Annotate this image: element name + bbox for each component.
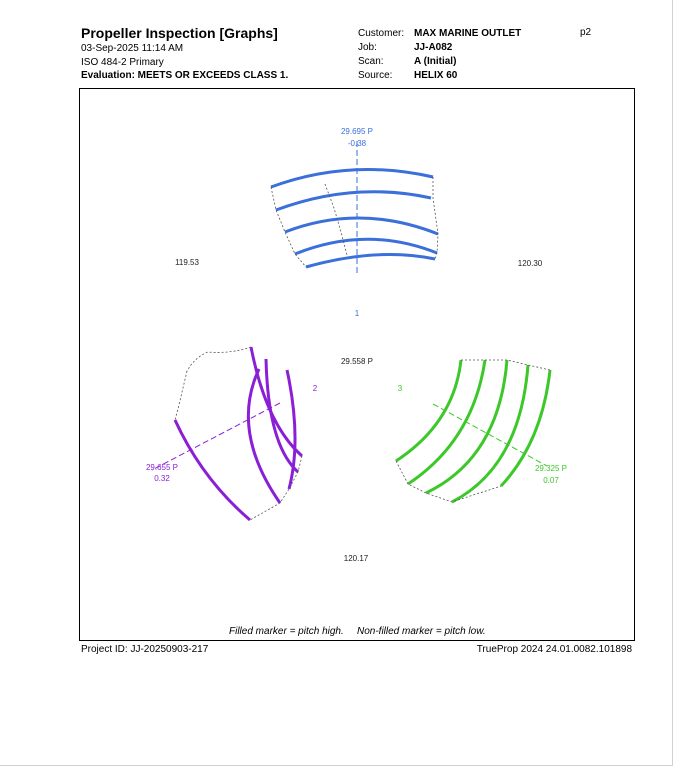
job-label: Job: [358, 42, 377, 53]
blade-3-arc [408, 360, 485, 484]
customer-label: Customer: [358, 28, 405, 39]
blade-1-deviation: -0.38 [347, 139, 367, 148]
blade-2-graph [152, 347, 302, 520]
report-title: Propeller Inspection [Graphs] [81, 25, 278, 41]
report-standard: ISO 484-2 Primary [81, 57, 164, 68]
blade-2-deviation: 0.32 [154, 474, 170, 483]
blade-1-arc [295, 239, 437, 254]
blade-2-arc [175, 420, 250, 520]
blade-2-pitch-line [152, 403, 280, 470]
blade-pitch-graph [80, 89, 636, 642]
blade-3-pitch-line [433, 404, 547, 466]
project-id: Project ID: JJ-20250903-217 [81, 644, 209, 655]
blade-3-graph [396, 360, 550, 502]
page-number: p2 [580, 27, 592, 38]
source-label: Source: [358, 70, 393, 81]
blade-1-arc [271, 169, 433, 187]
customer-value: MAX MARINE OUTLET [414, 28, 522, 39]
blade-1-pitch: 29.695 P [340, 127, 374, 136]
blade-1-arc [306, 255, 435, 268]
evaluation-result: Evaluation: MEETS OR EXCEEDS CLASS 1. [81, 70, 289, 81]
blade-2-arc [287, 370, 295, 489]
blade-3-pitch: 29.325 P [534, 464, 568, 473]
blade-1-arc [276, 192, 431, 210]
blade-2-edge [187, 347, 251, 371]
legend-filled: Filled marker = pitch high. [229, 626, 344, 637]
software-version: TrueProp 2024 24.01.0082.101898 [476, 644, 632, 655]
blade-3-number: 3 [397, 384, 403, 393]
blade-3-arc [426, 360, 507, 493]
graph-frame [79, 88, 635, 641]
blade-3-arc [452, 365, 528, 502]
blade-2-pitch: 29.655 P [145, 463, 179, 472]
spacing-2-3: 120.17 [343, 554, 369, 563]
legend-nonfilled: Non-filled marker = pitch low. [357, 626, 486, 637]
scan-label: Scan: [358, 56, 384, 67]
spacing-1-2: 119.53 [175, 258, 199, 267]
blade-3-deviation: 0.07 [543, 476, 559, 485]
source-value: HELIX 60 [414, 70, 458, 81]
center-pitch: 29.558 P [340, 357, 374, 366]
blade-2-number: 2 [312, 384, 318, 393]
blade-1-arc [285, 218, 438, 234]
scan-value: A (Initial) [414, 56, 457, 67]
spacing-1-3: 120.30 [517, 259, 543, 268]
job-value: JJ-A082 [414, 42, 453, 53]
report-date: 03-Sep-2025 11:14 AM [81, 43, 184, 54]
blade-1-graph [271, 141, 438, 275]
blade-1-edge [433, 177, 438, 259]
blade-2-edge [175, 371, 187, 420]
blade-1-number: 1 [354, 309, 360, 318]
